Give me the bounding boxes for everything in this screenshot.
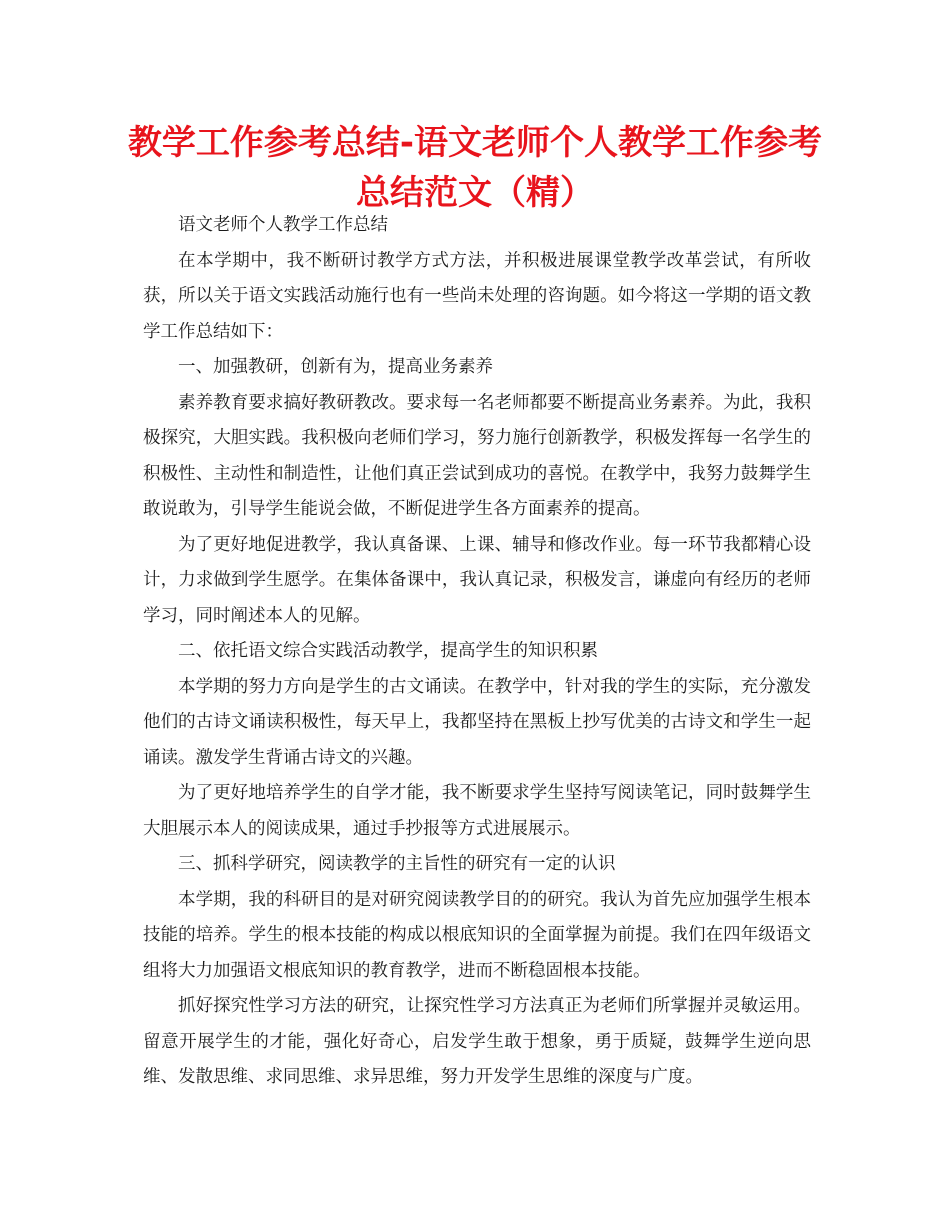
document-title: 教学工作参考总结-语文老师个人教学工作参考总结范文（精） — [127, 123, 823, 213]
section-subtitle: 语文老师个人教学工作总结 — [178, 215, 388, 235]
body-paragraph: 本学期，我的科研目的是对研究阅读教学目的的研究。我认为首先应加强学生根本技能的培养。学生的根本技能的构成以根底知识的全面掌握为前提。我们在四年级语文组将大力加强语文根底知识的教育教学，进而不断稳固根本技能。 — [143, 889, 811, 981]
intro-paragraph: 在本学期中，我不断研讨教学方式方法，并积极进展课堂教学改革尝试，有所收获，所以关于语文实践活动施行也有一些尚未处理的咨询题。如今将这一学期的语文教学工作总结如下： — [143, 250, 811, 342]
section-heading-2: 二、依托语文综合实践活动教学，提高学生的知识积累 — [178, 641, 598, 661]
document-body — [143, 208, 811, 1096]
section-heading-1: 一、加强教研，创新有为，提高业务素养 — [178, 357, 493, 377]
body-paragraph: 为了更好地促进教学，我认真备课、上课、辅导和修改作业。每一环节我都精心设计，力求做到学生愿学。在集体备课中，我认真记录，积极发言，谦虚向有经历的老师学习，同时阐述本人的见解。 — [143, 534, 811, 626]
body-paragraph: 素养教育要求搞好教研教改。要求每一名老师都要不断提高业务素养。为此，我积极探究，大胆实践。我积极向老师们学习，努力施行创新教学，积极发挥每一名学生的积极性、主动性和制造性，让他们真正尝试到成功的喜悦。在教学中，我努力鼓舞学生敢说敢为，引导学生能说会做，不断促进学生各方面素养的提高。 — [143, 392, 811, 519]
body-paragraph: 为了更好地培养学生的自学才能，我不断要求学生坚持写阅读笔记，同时鼓舞学生大胆展示本人的阅读成果，通过手抄报等方式进展展示。 — [143, 783, 811, 839]
body-paragraph: 抓好探究性学习方法的研究，让探究性学习方法真正为老师们所掌握并灵敏运用。留意开展学生的才能，强化好奇心，启发学生敢于想象，勇于质疑，鼓舞学生逆向思维、发散思维、求同思维、求异思维，努力开发学生思维的深度与广度。 — [143, 996, 811, 1087]
section-heading-3: 三、抓科学研究，阅读教学的主旨性的研究有一定的认识 — [178, 854, 616, 874]
body-paragraph: 本学期的努力方向是学生的古文诵读。在教学中，针对我的学生的实际，充分激发他们的古诗文诵读积极性，每天早上，我都坚持在黑板上抄写优美的古诗文和学生一起诵读。激发学生背诵古诗文的兴趣。 — [143, 676, 811, 768]
